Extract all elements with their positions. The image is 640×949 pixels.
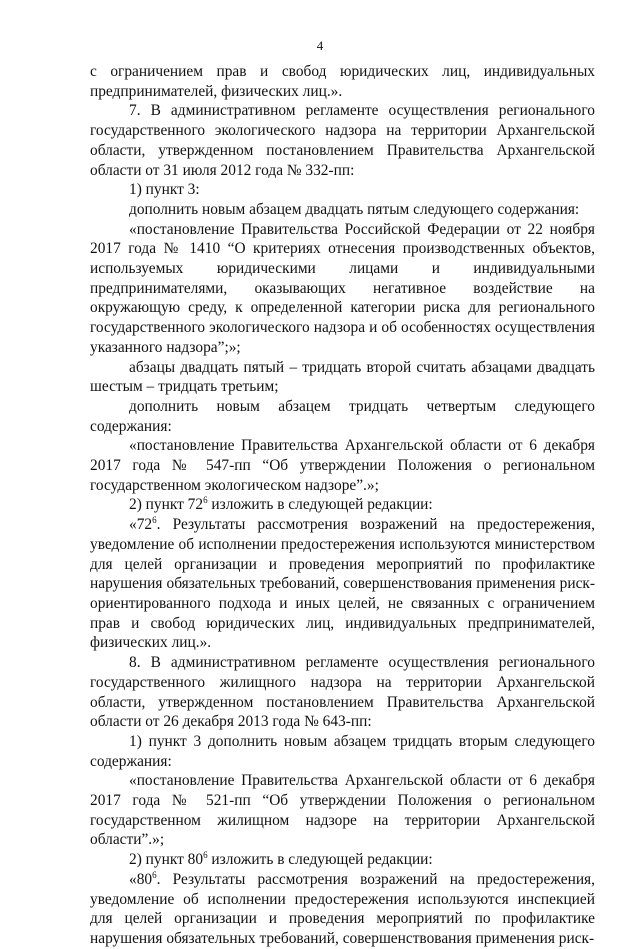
paragraph: с ограничением прав и свобод юридических лиц, индивидуальных предпринимателей, физических лиц.». xyxy=(90,63,595,100)
paragraph-text: . Результаты рассмотрения возражений на предостережения, уведомление об исполнении предостережения используются министерством для целей организации и проведения мероприятий по профилактике нарушения обязательных требований, совершенствования применения риск-ориентированного подхода и иных целей, не связанных с ограничением прав и свобод юридических лиц, индивидуальных предпринимателей, физических лиц.». xyxy=(90,516,595,652)
paragraph xyxy=(90,870,595,949)
paragraph-text: изложить в следующей редакции: xyxy=(207,496,433,514)
paragraph xyxy=(90,850,595,870)
paragraph: абзацы двадцать пятый – тридцать второй считать абзацами двадцать шестым – тридцать третьим; xyxy=(90,358,595,396)
paragraph: 1) пункт 3 дополнить новым абзацем тридцать вторым следующего содержания: xyxy=(90,732,595,770)
paragraph-text: 2) пункт 72 xyxy=(129,496,204,514)
paragraph: 1) пункт 3: xyxy=(129,181,200,199)
paragraph-text: «80 xyxy=(129,870,153,888)
paragraph-text: «72 xyxy=(129,516,153,534)
paragraph: «постановление Правительства Российской Федерации от 22 ноября 2017 года № 1410 “О критериях отнесения производственных объектов, используемых юридическими лицами и индивидуальными предпринимателями, оказывающих негативное воздействие на окружающую среду, к определенной категории риска для регионального государственного экологического надзора и об особенностях осуществления указанного надзора”;»; xyxy=(90,220,595,356)
superscript: 6 xyxy=(203,495,208,506)
paragraph: 7. В административном регламенте осуществления регионального государственного экологического надзора на территории Архангельской области, утвержденном постановлением Правительства Архангельской области от 31 июля 2012 года № 332-пп: xyxy=(90,102,595,179)
paragraph: дополнить новым абзацем тридцать четвертым следующего содержания: xyxy=(90,397,595,435)
paragraph: «постановление Правительства Архангельской области от 6 декабря 2017 года № 547-пп “Об утверждении Положения о региональном государственном экологическом надзоре”.»; xyxy=(90,437,595,494)
superscript: 6 xyxy=(203,850,208,861)
paragraph: «постановление Правительства Архангельской области от 6 декабря 2017 года № 521-пп “Об утверждении Положения о региональном государственном жилищном надзоре на территории Архангельской области”.»; xyxy=(90,772,595,849)
paragraph-text: изложить в следующей редакции: xyxy=(207,851,433,869)
paragraph-text: . Результаты рассмотрения возражений на предостережения, уведомление об исполнении предостережения используются инспекцией для целей организации и проведения мероприятий по профилактике нарушения обязательных требований, совершенствования применения риск- xyxy=(90,870,595,947)
document-body xyxy=(90,62,595,949)
page-number: 4 xyxy=(316,38,324,53)
superscript: 6 xyxy=(152,515,157,526)
superscript: 6 xyxy=(152,869,157,880)
paragraph xyxy=(90,515,595,653)
paragraph: 8. В административном регламенте осуществления регионального государственного жилищного надзора на территории Архангельской области, утвержденном постановлением Правительства Архангельской области от 26 декабря 2013 года № 643-пп: xyxy=(90,654,595,731)
paragraph xyxy=(90,495,595,515)
paragraph-text: 2) пункт 80 xyxy=(129,851,204,869)
paragraph: дополнить новым абзацем двадцать пятым следующего содержания: xyxy=(129,200,580,218)
